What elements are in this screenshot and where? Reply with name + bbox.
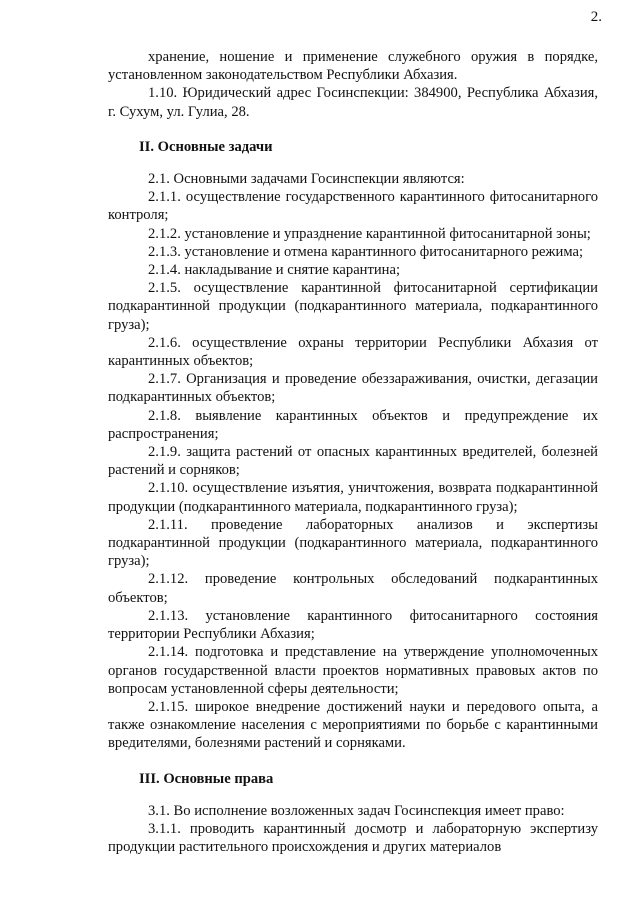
list-item: 2.1. Основными задачами Госинспекции являются: [148,171,465,188]
list-item: 2.1.15. широкое внедрение достижений науки и передового опыта, а также ознакомление населения с мероприятиями по борьбе с карантинными вредителями, болезнями растений и сорняками. [108,698,598,752]
section-title: II. Основные задачи [139,138,273,155]
list-item: 2.1.2. установление и упразднение карантинной фитосанитарной зоны; [148,225,591,242]
document-body [108,48,598,856]
list-item: 2.1.6. осуществление охраны территории Республики Абхазия от карантинных объектов; [108,334,598,370]
list-item: 2.1.7. Организация и проведение обеззараживания, очистки, дегазации подкарантинных объектов; [108,371,598,406]
list-item: 2.1.4. накладывание и снятие карантина; [148,262,401,279]
list-item: 2.1.5. осуществление карантинной фитосанитарной сертификации подкарантинной продукции (подкарантинного материала, подкарантинного груза); [108,280,598,333]
list-item: 2.1.9. защита растений от опасных карантинных вредителей, болезней растений и сорняков; [108,444,598,479]
list-item: 2.1.11. проведение лабораторных анализов и экспертизы подкарантинной продукции (подкарантинного материала, подкарантинного груза); [108,516,598,570]
list-item: 3.1.1. проводить карантинный досмотр и лабораторную экспертизу продукции растительного происхождения и других материалов [108,820,598,856]
list-item: 2.1.14. подготовка и представление на утверждение уполномоченных органов государственной власти проектов нормативных правовых актов по вопросам установленной сферы деятельности; [108,644,598,697]
page-number: 2. [590,9,602,25]
list-item: 2.1.8. выявление карантинных объектов и предупреждение их распространения; [108,407,598,442]
list-item: 2.1.3. установление и отмена карантинного фитосанитарного режима; [148,243,583,260]
list-item: 2.1.1. осуществление государственного карантинного фитосанитарного контроля; [108,189,598,224]
list-item: 2.1.10. осуществление изъятия, уничтожения, возврата подкарантинной продукции (подкарантинного материала, подкарантинного груза); [108,480,598,515]
list-item: 3.1. Во исполнение возложенных задач Госинспекция имеет право: [148,802,565,819]
list-item: 2.1.12. проведение контрольных обследований подкарантинных объектов; [108,571,598,606]
list-item: 2.1.13. установление карантинного фитосанитарного состояния территории Республики Абхазия; [108,607,598,643]
intro-paragraph: хранение, ношение и применение служебного оружия в порядке, установленном законодательством Республики Абхазия. [108,49,598,84]
section-title: III. Основные права [139,770,274,787]
intro-paragraph: 1.10. Юридический адрес Госинспекции: 384900, Республика Абхазия, г. Сухум, ул. Гулиа, 28. [108,85,598,120]
